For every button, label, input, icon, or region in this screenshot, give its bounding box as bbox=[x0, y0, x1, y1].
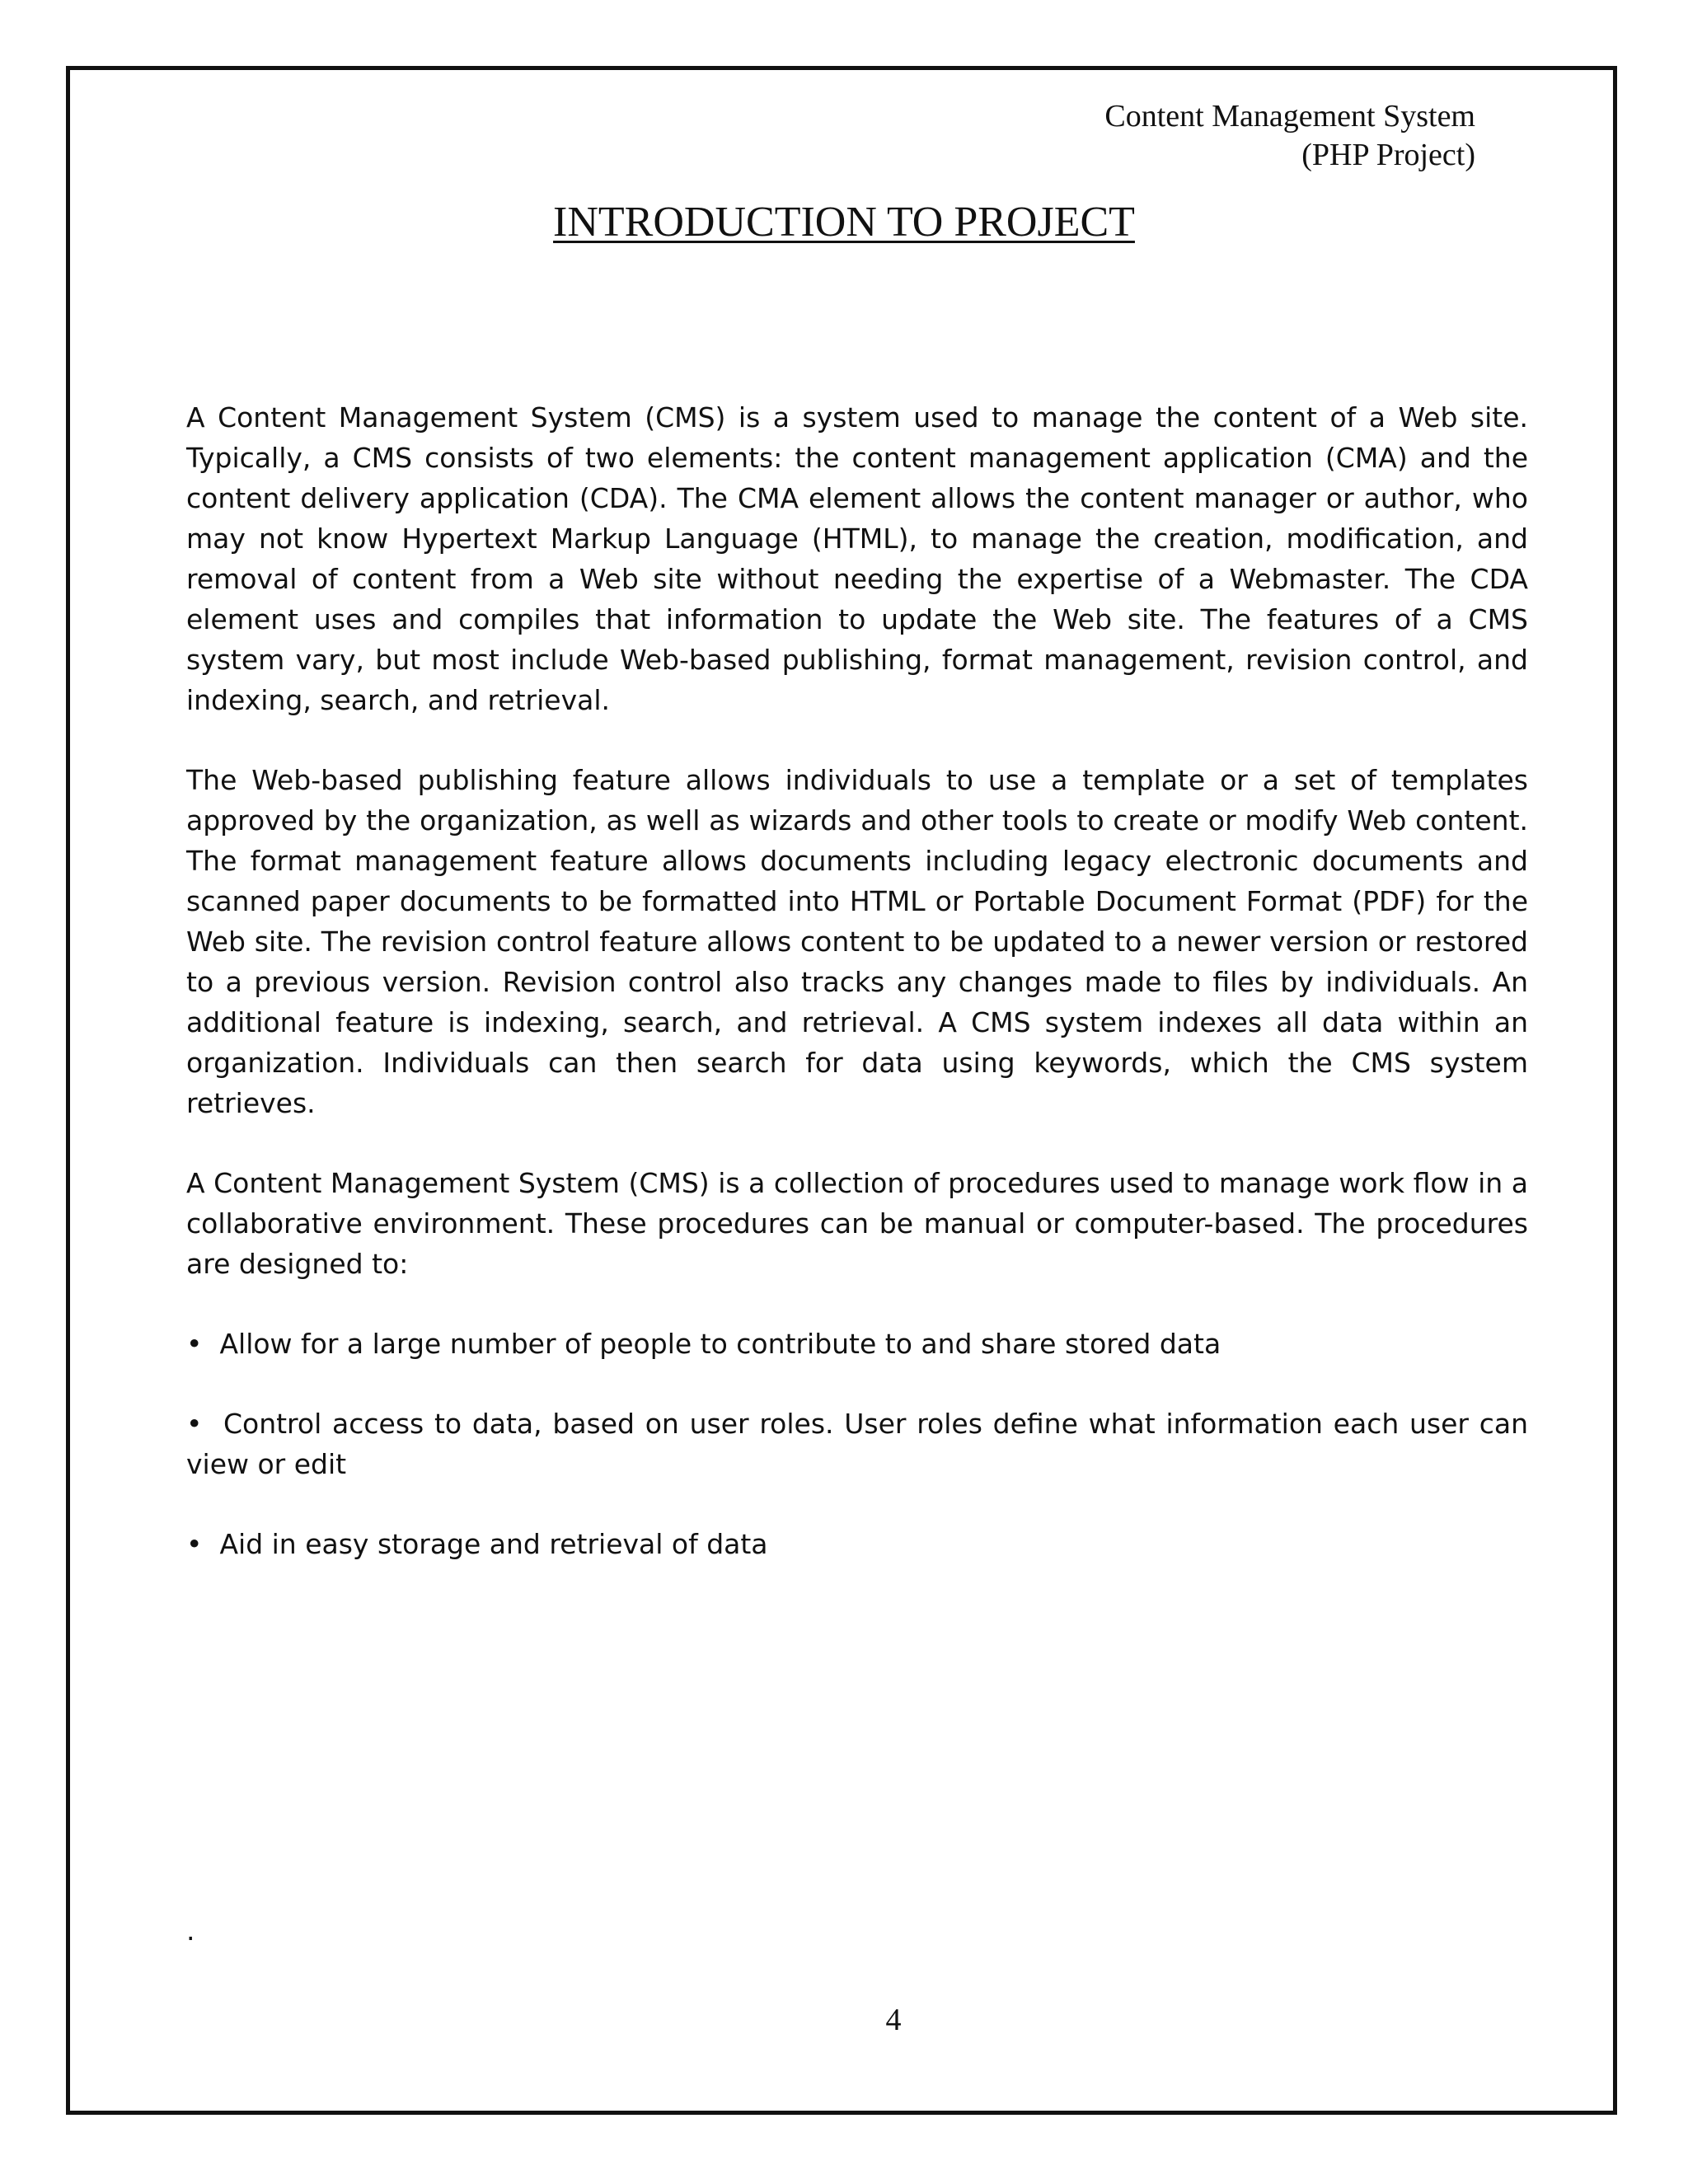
page-title bbox=[0, 198, 1688, 247]
bullet-text-2: Control access to data, based on user roles. User roles define what information each user can view or edit bbox=[186, 1408, 1528, 1480]
stray-period: . bbox=[186, 1915, 195, 1947]
page-title-text: INTRODUCTION TO PROJECT bbox=[553, 199, 1135, 246]
running-header bbox=[824, 97, 1475, 175]
paragraph-1: A Content Management System (CMS) is a system used to manage the content of a Web site. Typically, a CMS consists of two elements: the content management application (CMA) and the content delivery application (CDA). The CMA element allows the content manager or author, who may not know Hypertext Markup Language (HTML), to manage the creation, modification, and removal of content from a Web site without needing the expertise of a Webmaster. The CDA element uses and compiles that information to update the Web site. The features of a CMS system vary, but most include Web-based publishing, format management, revision control, and indexing, search, and retrieval. bbox=[186, 401, 1528, 716]
bullet-item-1 bbox=[186, 1324, 1528, 1364]
bullet-mark: • bbox=[186, 1328, 203, 1360]
header-line-2: (PHP Project) bbox=[1301, 138, 1475, 172]
paragraph-2: The Web-based publishing feature allows individuals to use a template or a set of templates approved by the organization, as well as wizards and other tools to create or modify Web content. The format management feature allows documents including legacy electronic documents and scanned paper documents to be formatted into HTML or Portable Document Format (PDF) for the Web site. The revision control feature allows content to be updated to a newer version or restored to a previous version. Revision control also tracks any changes made to files by individuals. An additional feature is indexing, search, and retrieval. A CMS system indexes all data within an organization. Individuals can then search for data using keywords, which the CMS system retrieves. bbox=[186, 764, 1528, 1119]
body-text bbox=[186, 397, 1528, 1604]
bullet-text-3: Aid in easy storage and retrieval of data bbox=[219, 1528, 768, 1560]
bullet-text-1: Allow for a large number of people to contribute to and share stored data bbox=[219, 1328, 1221, 1360]
bullet-item-2 bbox=[186, 1404, 1528, 1484]
header-line-1: Content Management System bbox=[1104, 99, 1475, 134]
bullet-item-3 bbox=[186, 1524, 1528, 1564]
bullet-mark: • bbox=[186, 1528, 203, 1560]
bullet-mark: • bbox=[186, 1408, 203, 1440]
paragraph-3: A Content Management System (CMS) is a collection of procedures used to manage work flow in a collaborative environment. These procedures can be manual or computer-based. The procedures are designed to: bbox=[186, 1167, 1528, 1280]
page-number: 4 bbox=[885, 2003, 902, 2037]
